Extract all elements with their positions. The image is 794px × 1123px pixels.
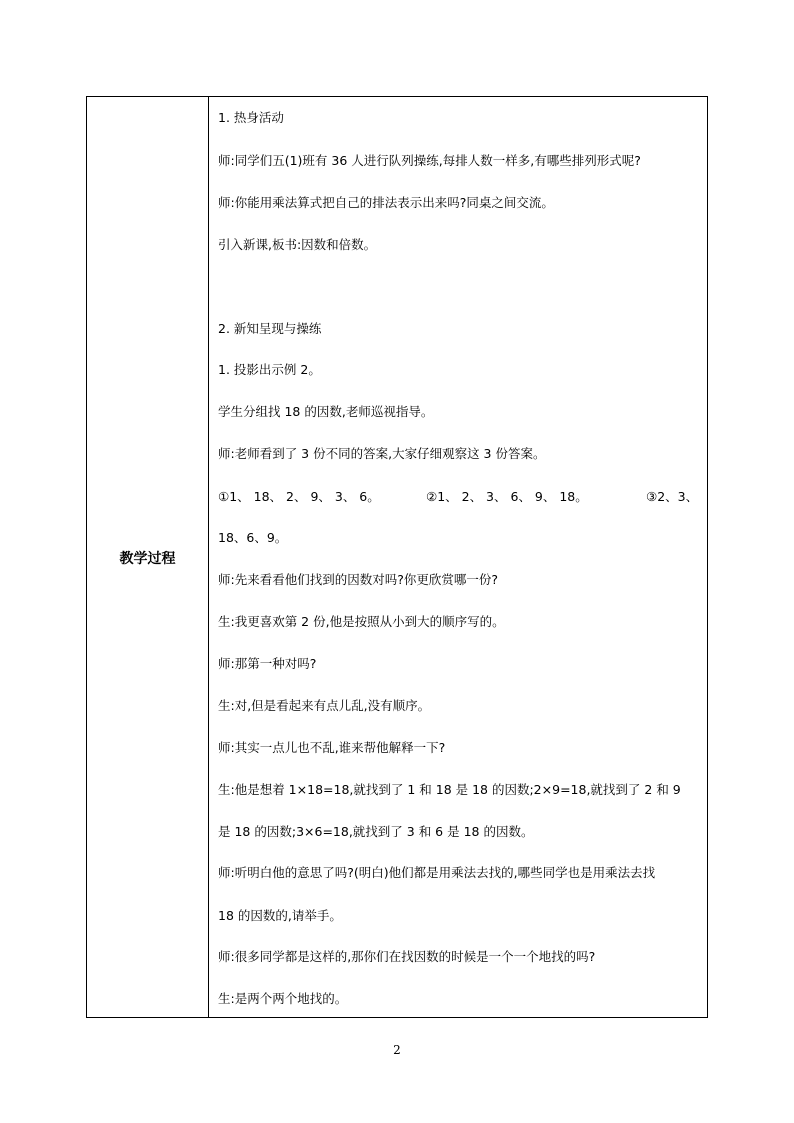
text-line: 生:他是想着 1×18=18,就找到了 1 和 18 是 18 的因数;2×9=18,就找到了 2 和 9 [218, 782, 681, 797]
text-line: 师:先来看看他们找到的因数对吗?你更欣赏哪一份? [218, 572, 498, 587]
answer-first: ①1、 18、 2、 9、 3、 6。 [218, 489, 380, 504]
text-line: 师:很多同学都是这样的,那你们在找因数的时候是一个一个地找的吗? [218, 949, 596, 964]
text-line: 学生分组找 18 的因数,老师巡视指导。 [218, 404, 434, 419]
text-line: 生:对,但是看起来有点儿乱,没有顺序。 [218, 698, 431, 713]
text-line: 生:是两个两个地找的。 [218, 991, 348, 1006]
text-line: 18 的因数的,请举手。 [218, 908, 342, 923]
section-label-cell [87, 97, 208, 1017]
heading-new-knowledge: 2. 新知呈现与操练 [218, 321, 322, 336]
text-line: 是 18 的因数;3×6=18,就找到了 3 和 6 是 18 的因数。 [218, 824, 534, 839]
text-line: 师:你能用乘法算式把自己的排法表示出来吗?同桌之间交流。 [218, 195, 554, 210]
text-line: 师:老师看到了 3 份不同的答案,大家仔细观察这 3 份答案。 [218, 446, 546, 461]
lesson-table [86, 96, 708, 1018]
text-line: 18、6、9。 [218, 530, 288, 545]
content-cell [209, 97, 707, 1017]
section-label: 教学过程 [119, 551, 176, 567]
answer-second: ②1、 2、 3、 6、 9、 18。 [426, 489, 588, 504]
text-line: 引入新课,板书:因数和倍数。 [218, 237, 377, 252]
answer-third: ③2、3、 [646, 489, 699, 504]
text-line: 师:同学们五(1)班有 36 人进行队列操练,每排人数一样多,有哪些排列形式呢? [218, 153, 641, 168]
text-line: 1. 投影出示例 2。 [218, 362, 321, 377]
heading-warmup: 1. 热身活动 [218, 110, 284, 125]
page-number: 2 [393, 1043, 401, 1057]
text-line: 师:听明白他的意思了吗?(明白)他们都是用乘法去找的,哪些同学也是用乘法去找 [218, 865, 656, 880]
text-line: 师:那第一种对吗? [218, 656, 317, 671]
text-line: 师:其实一点儿也不乱,谁来帮他解释一下? [218, 740, 446, 755]
text-line: 生:我更喜欢第 2 份,他是按照从小到大的顺序写的。 [218, 614, 505, 629]
